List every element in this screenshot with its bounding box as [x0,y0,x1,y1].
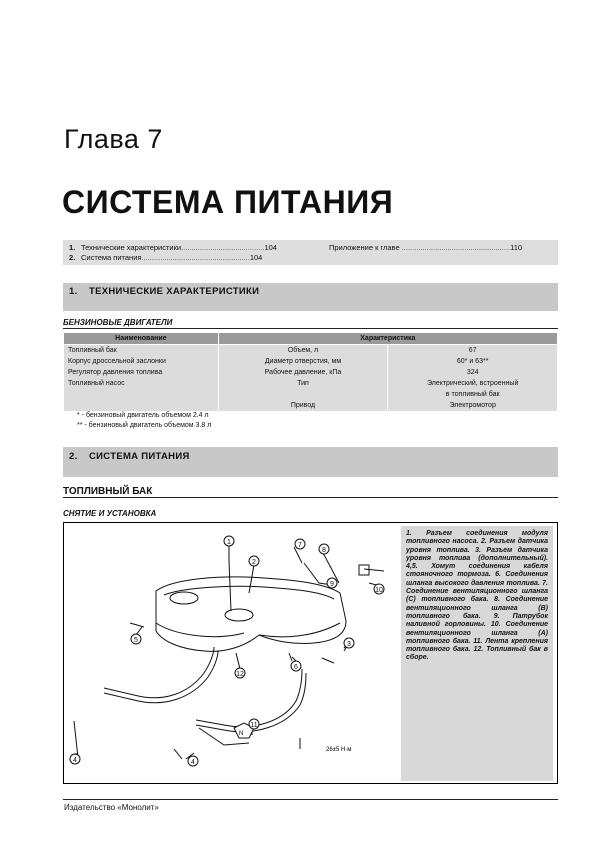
table-row: Топливный насос Тип Электрический, встроенный [64,378,558,389]
section-header-2 [63,447,558,477]
table-header: Наименование [64,333,219,345]
toc-label: Приложение к главе [329,243,400,252]
publisher-footer: Издательство «Монолит» [64,803,159,812]
toc-label: Технические характеристики [81,243,182,252]
table-row: Регулятор давления топлива Рабочее давление, кПа 324 [64,367,558,378]
toc-page: 104 [249,253,263,262]
toc-num: 2. [69,253,76,262]
section-num: 2. [69,451,78,462]
divider [63,497,558,498]
fuel-tank-heading: ТОПЛИВНЫЙ БАК [63,486,153,497]
callout-3: 3 [347,641,351,648]
svg-text:N: N [239,731,244,737]
toc-label: Система питания [81,253,142,262]
footer-divider [63,799,558,800]
table-row: Топливный бак Объем, л 67 [64,345,558,357]
callout-6: 6 [294,664,298,671]
table-header-row [64,333,558,345]
toc-num: 1. [69,243,76,252]
table-row: Корпус дроссельной заслонки Диаметр отверстия, мм 60* и 63** [64,356,558,367]
footnote: ** - бензиновый двигатель объемом 3.8 л [77,422,212,429]
page-title: СИСТЕМА ПИТАНИЯ [62,184,394,220]
callout-7: 7 [298,542,302,549]
torque-label: 26±5 Н·м [326,747,352,753]
callout-8: 8 [322,547,326,554]
divider [63,328,558,329]
table-of-contents [63,240,558,265]
toc-page: 104 [264,243,277,252]
fuel-tank-illustration [64,523,402,783]
callout-2: 2 [252,559,256,566]
callout-1: 1 [227,539,231,546]
table-row: в топливный бак [64,389,558,400]
callout-4b: 4 [191,759,195,766]
section-num: 1. [69,286,78,297]
toc-item[interactable]: Приложение к главе ....................................................110 [329,243,523,252]
spec-table [63,332,558,411]
section-header-1 [63,283,558,311]
engines-label: БЕНЗИНОВЫЕ ДВИГАТЕЛИ [63,318,173,327]
footnote: * - бензиновый двигатель объемом 2.4 л [77,412,209,419]
callout-9: 9 [330,581,334,588]
diagram-legend: 1. Разъем соединения модуля топливного насоса. 2. Разъем датчика уровня топлива. 3. Разъем датчика уровня топлива (дополнительный). 4,5. Хомут соединения кабеля стояночного тормоза. 6. Соединения шланга высокого давления топлива. 7. Соединение вентиляционного шланга (С) топливного бака. 8. Соединение вентиляционного шланга (В) топливного бака. 9. Патрубок наливной горловины. 10. Соединение вентиляционного шланга (А) топливного бака. 11. Лента крепления топливного бака. 12. Топливный бак в сборе. [401,526,553,781]
callout-5: 5 [134,637,138,644]
section-title: СИСТЕМА ПИТАНИЯ [89,451,190,462]
table-row: Привод Электромотор [64,400,558,411]
callout-4a: 4 [73,757,77,764]
callout-11: 11 [250,722,258,729]
section-title: ТЕХНИЧЕСКИЕ ХАРАКТЕРИСТИКИ [89,286,260,297]
toc-item[interactable]: 2. Система питания....................................................104 [69,253,263,262]
callout-10: 10 [375,587,383,594]
callout-12: 12 [236,671,244,678]
removal-label: СНЯТИЕ И УСТАНОВКА [63,509,157,518]
chapter-label: Глава 7 [64,124,163,154]
toc-item[interactable]: 1. Технические характеристики........................................104 [69,243,277,252]
toc-page: 110 [510,243,523,252]
table-header: Характеристика [218,333,557,345]
